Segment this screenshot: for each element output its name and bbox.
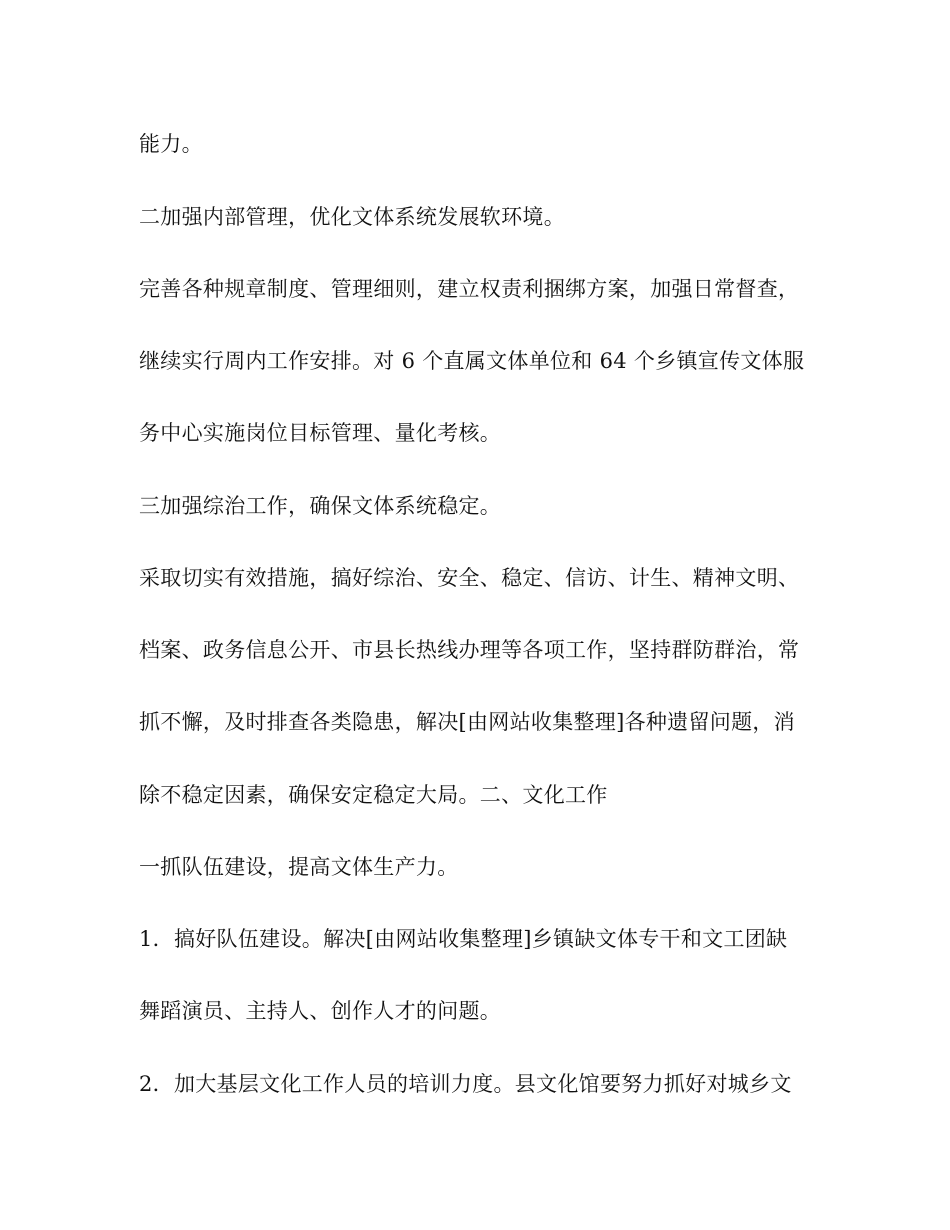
text-line: 务中心实施岗位目标管理、量化考核。 xyxy=(139,421,502,445)
text-line: 舞蹈演员、主持人、创作人才的问题。 xyxy=(139,999,502,1023)
section-heading: 二加强内部管理，优化文体系统发展软环境。 xyxy=(139,205,565,229)
list-item-2: 2．加大基层文化工作人员的培训力度。县文化馆要努力抓好对城乡文 xyxy=(139,1072,792,1096)
section-heading: 三加强综治工作，确保文体系统稳定。 xyxy=(139,494,502,518)
text-line: 继续实行周内工作安排。对 6 个直属文体单位和 64 个乡镇宣传文体服 xyxy=(139,349,805,373)
text-line: 除不稳定因素，确保安定稳定大局。二、文化工作 xyxy=(139,783,608,807)
section-heading: 一抓队伍建设，提高文体生产力。 xyxy=(139,855,459,879)
text-line: 完善各种规章制度、管理细则，建立权责利捆绑方案，加强日常督查， xyxy=(139,277,800,301)
text-line: 档案、政务信息公开、市县长热线办理等各项工作，坚持群防群治，常 xyxy=(139,638,800,662)
list-item-1: 1．搞好队伍建设。解决[由网站收集整理]乡镇缺文体专干和文工团缺 xyxy=(139,927,788,951)
text-line: 采取切实有效措施，搞好综治、安全、稳定、信访、计生、精神文明、 xyxy=(139,566,800,590)
text-line: 抓不懈，及时排查各类隐患，解决[由网站收集整理]各种遗留问题，消 xyxy=(139,710,795,734)
text-line: 能力。 xyxy=(139,132,203,156)
